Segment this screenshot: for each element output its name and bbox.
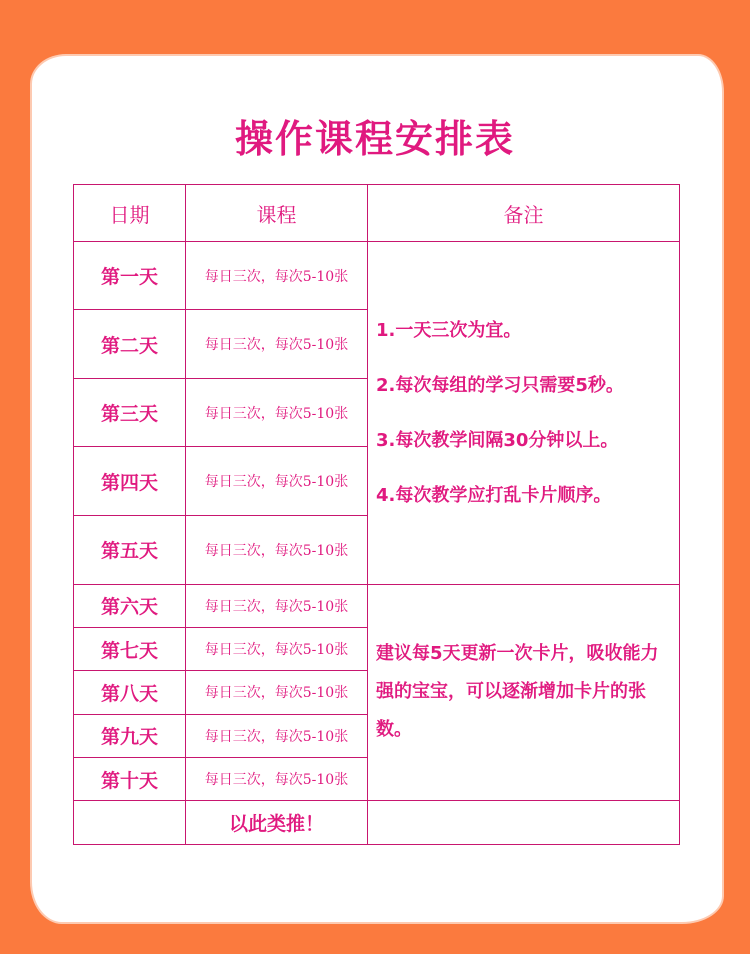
notes-group-1 xyxy=(368,242,680,585)
day-cell: 第六天 xyxy=(74,584,186,627)
day-cell: 第一天 xyxy=(74,242,186,310)
note-item: 1.一天三次为宜。 xyxy=(376,319,522,341)
day-cell: 第八天 xyxy=(74,671,186,714)
table-row xyxy=(74,584,680,627)
day-cell: 第二天 xyxy=(74,310,186,378)
course-cell: 每日三次，每次5-10张 xyxy=(186,515,368,584)
schedule-table xyxy=(73,184,680,845)
note-item: 4.每次教学应打乱卡片顺序。 xyxy=(376,484,612,506)
etc-cell: 以此类推！ xyxy=(186,801,368,845)
day-cell: 第五天 xyxy=(74,515,186,584)
header-date: 日期 xyxy=(74,185,186,242)
table-footer-row xyxy=(74,801,680,845)
course-cell: 每日三次，每次5-10张 xyxy=(186,242,368,310)
note-item: 2.每次每组的学习只需要5秒。 xyxy=(376,374,624,396)
day-cell: 第四天 xyxy=(74,447,186,515)
day-cell: 第九天 xyxy=(74,714,186,757)
day-cell: 第十天 xyxy=(74,758,186,801)
empty-cell xyxy=(368,801,680,845)
table-header-row xyxy=(74,185,680,242)
day-cell: 第三天 xyxy=(74,378,186,446)
day-cell: 第七天 xyxy=(74,627,186,670)
course-cell: 每日三次，每次5-10张 xyxy=(186,671,368,714)
notes-group-2: 建议每5天更新一次卡片，吸收能力强的宝宝，可以逐渐增加卡片的张数。 xyxy=(368,584,680,801)
course-cell: 每日三次，每次5-10张 xyxy=(186,584,368,627)
header-notes: 备注 xyxy=(368,185,680,242)
empty-cell xyxy=(74,801,186,845)
course-cell: 每日三次，每次5-10张 xyxy=(186,714,368,757)
course-cell: 每日三次，每次5-10张 xyxy=(186,758,368,801)
course-cell: 每日三次，每次5-10张 xyxy=(186,378,368,446)
page-title: 操作课程安排表 xyxy=(234,117,515,161)
course-cell: 每日三次，每次5-10张 xyxy=(186,627,368,670)
note-item: 3.每次教学间隔30分钟以上。 xyxy=(376,429,619,451)
table-row xyxy=(74,242,680,310)
course-cell: 每日三次，每次5-10张 xyxy=(186,310,368,378)
header-course: 课程 xyxy=(186,185,368,242)
course-cell: 每日三次，每次5-10张 xyxy=(186,447,368,515)
